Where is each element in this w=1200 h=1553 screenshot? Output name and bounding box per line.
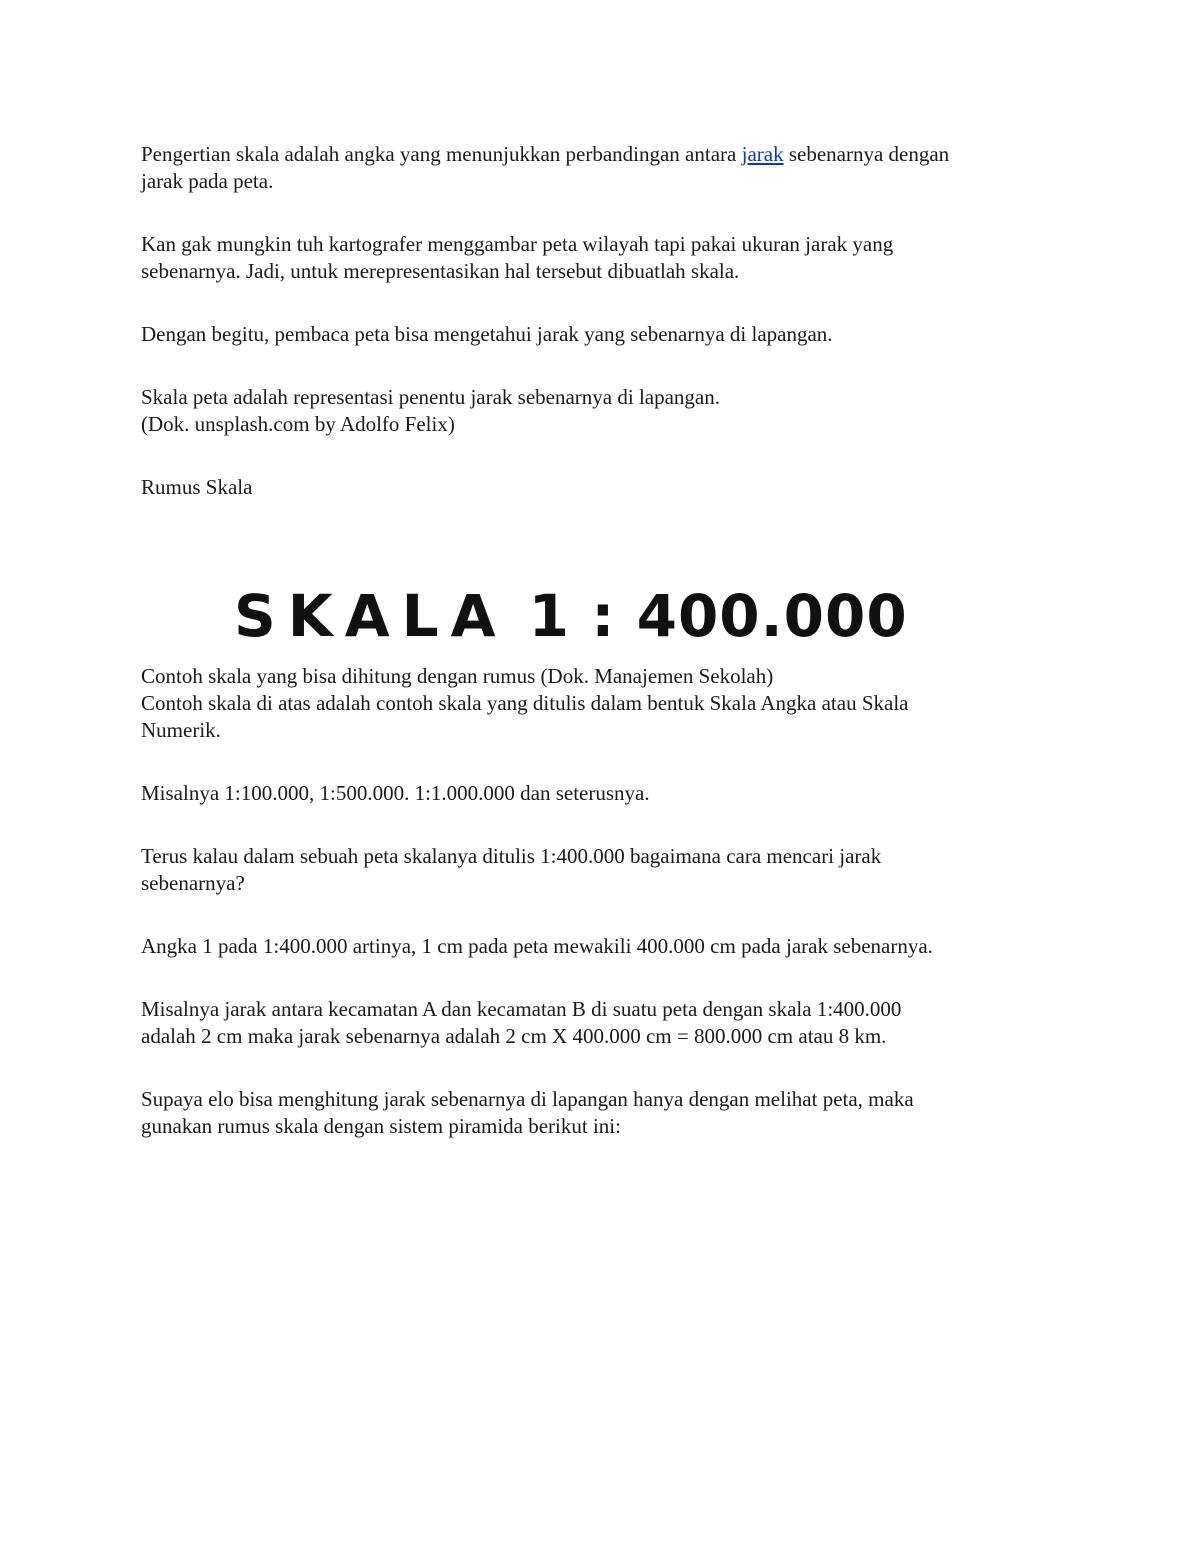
paragraph-example-line-2: Contoh skala di atas adalah contoh skala yang ditulis dalam bentuk Skala Angka atau Skala bbox=[141, 691, 909, 715]
paragraph-example-line-3: Numerik. bbox=[141, 718, 221, 742]
paragraph-cartographer-line-2: sebenarnya. Jadi, untuk merepresentasikan hal tersebut dibuatlah skala. bbox=[141, 259, 740, 283]
paragraph-caption-line-2: (Dok. unsplash.com by Adolfo Felix) bbox=[141, 412, 455, 436]
paragraph-pyramid-line-2: gunakan rumus skala dengan sistem piramida berikut ini: bbox=[141, 1114, 621, 1138]
paragraph-example-line-1: Contoh skala yang bisa dihitung dengan rumus (Dok. Manajemen Sekolah) bbox=[141, 664, 774, 688]
paragraph-definition bbox=[141, 141, 1061, 195]
paragraph-cartographer-line-1: Kan gak mungkin tuh kartografer menggambar peta wilayah tapi pakai ukuran jarak yang bbox=[141, 232, 894, 256]
paragraph-question bbox=[141, 843, 1061, 897]
jarak-link[interactable]: jarak bbox=[741, 142, 784, 166]
document-body bbox=[141, 141, 1061, 1140]
paragraph-reader: Dengan begitu, pembaca peta bisa mengetahui jarak yang sebenarnya di lapangan. bbox=[141, 322, 833, 346]
definition-text-before-link: Pengertian skala adalah angka yang menunjukkan perbandingan antara bbox=[141, 142, 742, 166]
paragraph-question-line-2: sebenarnya? bbox=[141, 871, 245, 895]
scale-figure-word: SKALA bbox=[234, 582, 508, 650]
paragraph-calculation-line-2: adalah 2 cm maka jarak sebenarnya adalah 2 cm X 400.000 cm = 800.000 cm atau 8 km. bbox=[141, 1024, 887, 1048]
paragraph-question-line-1: Terus kalau dalam sebuah peta skalanya ditulis 1:400.000 bagaimana cara mencari jarak bbox=[141, 844, 882, 868]
paragraph-pyramid bbox=[141, 1086, 1061, 1140]
definition-text-after-link: sebenarnya dengan bbox=[783, 142, 950, 166]
paragraph-caption-line-1: Skala peta adalah representasi penentu jarak sebenarnya di lapangan. bbox=[141, 385, 720, 409]
paragraph-examples-list: Misalnya 1:100.000, 1:500.000. 1:1.000.000 dan seterusnya. bbox=[141, 781, 650, 805]
paragraph-pyramid-line-1: Supaya elo bisa menghitung jarak sebenarnya di lapangan hanya dengan melihat peta, maka bbox=[141, 1087, 914, 1111]
paragraph-meaning: Angka 1 pada 1:400.000 artinya, 1 cm pada peta mewakili 400.000 cm pada jarak sebenarnya. bbox=[141, 934, 933, 958]
paragraph-example bbox=[141, 663, 1061, 744]
section-heading-rumus-skala: Rumus Skala bbox=[141, 475, 253, 499]
scale-figure-text bbox=[234, 582, 908, 650]
paragraph-calculation-line-1: Misalnya jarak antara kecamatan A dan kecamatan B di suatu peta dengan skala 1:400.000 bbox=[141, 997, 902, 1021]
paragraph-definition-line-2: jarak pada peta. bbox=[141, 169, 274, 193]
paragraph-definition-line-1 bbox=[141, 141, 1061, 168]
scale-figure-number: 1 : 400.000 bbox=[507, 582, 908, 650]
paragraph-calculation bbox=[141, 996, 1061, 1050]
scale-figure-image bbox=[141, 553, 1061, 663]
paragraph-caption bbox=[141, 384, 1061, 438]
paragraph-cartographer bbox=[141, 231, 1061, 285]
